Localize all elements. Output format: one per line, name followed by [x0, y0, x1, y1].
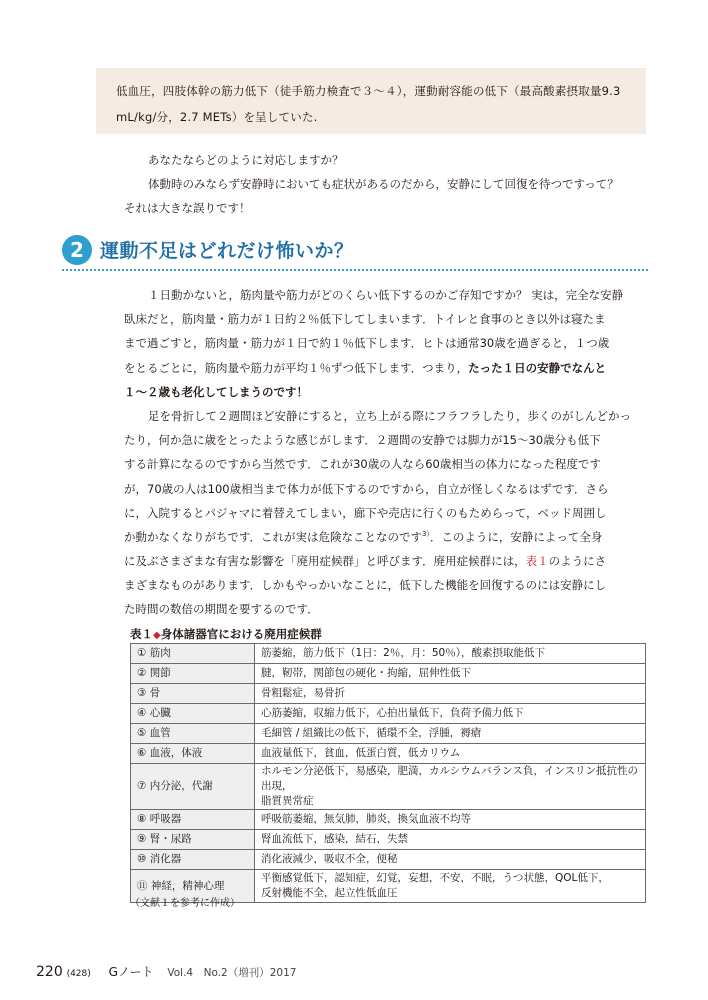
table-row [131, 644, 646, 664]
body-line: たり，何か急に歳をとったような感じがします．２週間の安静では脚力が15～30歳分も低下 [124, 433, 601, 448]
effect-line: ホルモン分泌低下，易感染，肥満，カルシウムバランス負，インスリン抵抗性の出現， [261, 765, 639, 792]
effect-line: 脂質異常症 [261, 795, 314, 807]
disuse-syndrome-table [130, 643, 646, 903]
intro-text [124, 148, 644, 220]
effect-cell: 筋萎縮，筋力低下（1日：2％，月：50％），酸素摂取能低下 [255, 644, 646, 664]
journal-name: Gノート [108, 965, 154, 979]
body-line [124, 525, 648, 549]
organ-cell: ⑤ 血管 [131, 724, 255, 744]
intro-paragraph-cont: それは大きな誤りです！ [124, 201, 251, 215]
organ-cell: ② 関節 [131, 664, 255, 684]
page-number-alt: (428) [66, 969, 91, 979]
organ-cell: ① 筋肉 [131, 644, 255, 664]
body-text-span: か動かなくなりがちです．これが実は危険なことなのです [124, 529, 422, 544]
body-line: １日動かないと，筋肉量や筋力がどのくらい低下するのかご存知ですか？ 実は，完全な安静 [148, 288, 624, 302]
page-footer [36, 963, 296, 980]
table-row [131, 664, 646, 684]
table-source-note: （文献１を参考に作成） [130, 898, 240, 909]
section-heading [62, 235, 648, 271]
section-title: 運動不足はどれだけ怖いか？ [100, 240, 354, 262]
table-caption-title: 身体諸器官における廃用症候群 [160, 627, 322, 641]
body-line: た時間の数倍の期間を要するのです． [124, 602, 319, 617]
table-row [131, 704, 646, 724]
table-caption-prefix: 表１ [130, 627, 153, 641]
body-line: まで過ごすと，筋肉量・筋力が１日で約１％低下します．ヒトは通常30歳を過ぎると，１つ歳 [124, 336, 610, 351]
body-text-span: のようにさ [548, 554, 607, 569]
effect-cell [255, 870, 646, 903]
body-line: まざまなものがあります．しかもやっかいなことに，低下した機能を回復するのには安静にし [124, 578, 607, 593]
body-text [124, 283, 648, 622]
body-line: 臥床だと，筋肉量・筋力が１日約２％低下してしまいます．トイレと食事のとき以外は寝たま [124, 312, 606, 327]
body-text-span: ．このように，安静によって全身 [429, 529, 603, 544]
table-row [131, 744, 646, 764]
organ-cell: ⑧ 呼吸器 [131, 810, 255, 830]
organ-cell: ③ 骨 [131, 684, 255, 704]
organ-cell: ⑨ 腎・尿路 [131, 830, 255, 850]
case-summary-line: mL/kg/分，2.7 METs）を呈していた. [116, 110, 318, 124]
body-line: する計算になるのですから当然です．これが30歳の人なら60歳相当の体力になった程度です [124, 457, 601, 472]
diamond-icon: ◆ [153, 630, 161, 641]
organ-cell: ⑪ 神経，精神心理 [131, 870, 255, 903]
table-row [131, 810, 646, 830]
table-row [131, 684, 646, 704]
case-summary-line: 低血圧，四肢体幹の筋力低下（徒手筋力検査で３～４），運動耐容能の低下（最高酸素摂取量9.3 [116, 84, 621, 98]
table-row [131, 830, 646, 850]
table-row [131, 764, 646, 810]
intro-paragraph: あなたならどのように対応しますか？ [148, 153, 344, 167]
organ-cell: ⑩ 消化器 [131, 850, 255, 870]
table-reference-link[interactable]: 表１ [525, 554, 549, 569]
intro-paragraph: 体動時のみならず安静時においても症状があるのだから，安静にして回復を待つですって？ [148, 177, 619, 191]
emphasis-text: たった１日の安静でなんと [468, 360, 607, 375]
emphasis-text: １～２歳も老化してしまうのです！ [124, 384, 308, 399]
reference-superscript: 3） [421, 530, 430, 539]
body-text-span: をとるごとに，筋肉量や筋力が平均１％ずつ低下します．つまり， [124, 360, 469, 375]
effect-line: 平衡感覚低下，認知症，幻覚，妄想，不安，不眠，うつ状態，QOL低下， [261, 872, 609, 884]
case-summary-box [96, 68, 646, 134]
body-line: 足を骨折して２週間ほど安静にすると，立ち上がる際にフラフラしたり，歩くのがしんどかっ [148, 408, 631, 423]
page-number: 220 [36, 964, 63, 980]
table-row [131, 724, 646, 744]
effect-cell: 消化液減少，吸収不全，便秘 [255, 850, 646, 870]
effect-cell: 骨粗鬆症，易骨折 [255, 684, 646, 704]
table-caption [130, 626, 322, 642]
effect-cell [255, 764, 646, 810]
effect-cell: 血液量低下，貧血，低蛋白質，低カリウム [255, 744, 646, 764]
effect-cell: 心筋萎縮，収縮力低下，心拍出量低下，負荷予備力低下 [255, 704, 646, 724]
body-text-span: に及ぶさまざまな有害な影響を「廃用症候群」と呼びます．廃用症候群には， [124, 554, 526, 569]
body-line [124, 356, 648, 380]
effect-line: 反射機能不全，起立性低血圧 [261, 887, 398, 899]
effect-cell: 毛細管 / 組織比の低下，循環不全，浮腫，褥瘡 [255, 724, 646, 744]
organ-cell: ⑦ 内分泌，代謝 [131, 764, 255, 810]
effect-cell: 腱，靭帯，関節包の硬化・拘縮，屈伸性低下 [255, 664, 646, 684]
organ-cell: ④ 心臓 [131, 704, 255, 724]
body-line: に，入院するとパジャマに着替えてしまい，廊下や売店に行くのもためらって，ベッド周囲し [124, 505, 607, 520]
organ-cell: ⑥ 血液，体液 [131, 744, 255, 764]
body-line: が，70歳の人は100歳相当まで体力が低下するのですから，自立が怪しくなるはずです．さら [124, 481, 609, 496]
body-line [124, 549, 648, 573]
effect-cell: 呼吸筋萎縮，無気肺，肺炎，換気血液不均等 [255, 810, 646, 830]
effect-cell: 腎血流低下，感染，結石，失禁 [255, 830, 646, 850]
section-number-badge: 2 [62, 235, 92, 265]
journal-volume: Vol.4 No.2（増刊）2017 [167, 967, 297, 979]
table-row [131, 850, 646, 870]
